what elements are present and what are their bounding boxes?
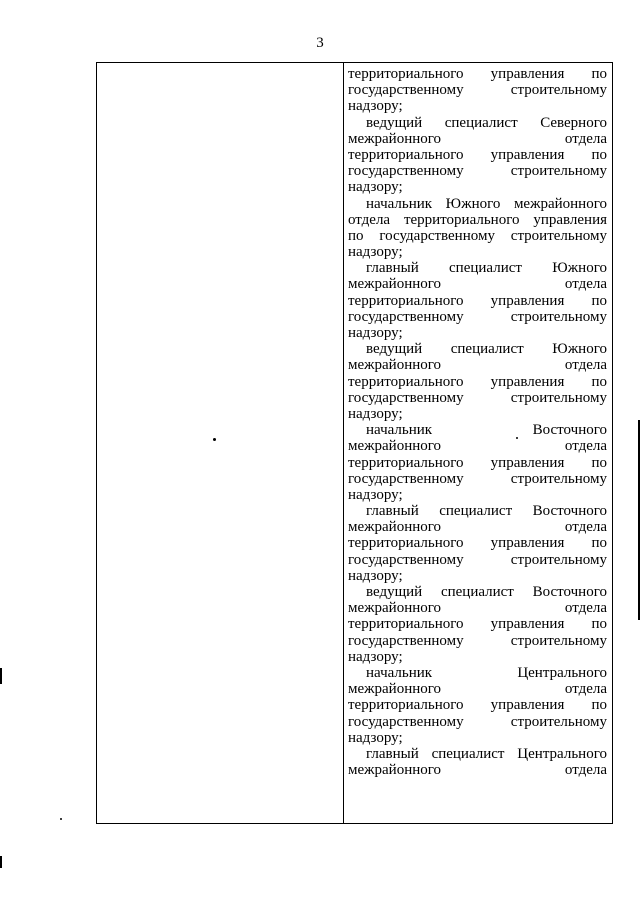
text-word: ведущий xyxy=(366,341,423,358)
text-line xyxy=(348,212,607,228)
text-line xyxy=(348,276,607,292)
text-word: территориального xyxy=(403,211,520,228)
text-word: специалист xyxy=(444,114,518,131)
text-word: отдела xyxy=(564,438,607,455)
text-word: специалист xyxy=(439,503,513,520)
text-word: управления xyxy=(533,211,607,228)
text-word: по xyxy=(591,146,607,163)
text-line xyxy=(348,649,607,665)
text-word: Восточного xyxy=(532,422,607,439)
text-line xyxy=(348,697,607,713)
text-line xyxy=(348,147,607,163)
text-line xyxy=(348,487,607,503)
text-word: отдела xyxy=(564,130,607,147)
text-line xyxy=(348,98,607,114)
text-word: межрайонного xyxy=(348,357,442,374)
text-word: территориального xyxy=(348,292,464,309)
text-word: главный xyxy=(366,260,419,277)
text-word: управления xyxy=(490,373,565,390)
text-word: начальник xyxy=(366,195,433,212)
text-word: надзору; xyxy=(348,567,403,584)
text-word: управления xyxy=(490,535,565,552)
scan-speck xyxy=(60,818,62,820)
text-line xyxy=(348,633,607,649)
text-line xyxy=(348,746,607,762)
text-line xyxy=(348,406,607,422)
scan-edge-mark xyxy=(0,856,2,868)
text-word: по xyxy=(348,227,364,244)
text-line xyxy=(348,730,607,746)
text-line xyxy=(348,762,607,778)
text-word: Южного xyxy=(552,260,607,277)
scan-edge-mark xyxy=(0,668,2,684)
text-line xyxy=(348,455,607,471)
text-word: надзору; xyxy=(348,729,403,746)
text-word: государственному xyxy=(348,551,464,568)
text-line xyxy=(348,616,607,632)
text-word: управления xyxy=(490,454,565,471)
text-word: по xyxy=(591,454,607,471)
text-line xyxy=(348,438,607,454)
text-word: межрайонного xyxy=(513,195,607,212)
text-word: территориального xyxy=(348,146,464,163)
text-word: отдела xyxy=(564,762,607,779)
text-word: управления xyxy=(490,292,565,309)
text-word: межрайонного xyxy=(348,600,442,617)
text-word: Восточного xyxy=(532,584,607,600)
text-line xyxy=(348,600,607,616)
text-word: надзору; xyxy=(348,648,403,665)
text-word: строительному xyxy=(510,163,607,180)
text-line xyxy=(348,681,607,697)
text-word: отдела xyxy=(564,519,607,536)
text-word: территориального xyxy=(348,373,464,390)
text-word: государственному xyxy=(348,389,464,406)
text-word: строительному xyxy=(510,308,607,325)
text-word: управления xyxy=(490,66,565,82)
text-line xyxy=(348,422,607,438)
text-word: государственному xyxy=(379,227,495,244)
text-line xyxy=(348,374,607,390)
text-line xyxy=(348,341,607,357)
text-line xyxy=(348,244,607,260)
text-word: отдела xyxy=(564,276,607,293)
text-line xyxy=(348,584,607,600)
text-word: Южного xyxy=(552,341,607,358)
text-word: отдела xyxy=(564,357,607,374)
text-word: строительному xyxy=(510,227,607,244)
text-word: Южного xyxy=(445,195,501,212)
text-word: территориального xyxy=(348,697,464,714)
text-word: специалист xyxy=(440,584,514,600)
text-word: по xyxy=(591,292,607,309)
text-word: государственному xyxy=(348,308,464,325)
text-line xyxy=(348,82,607,98)
text-word: надзору; xyxy=(348,244,403,261)
column-divider xyxy=(343,63,344,823)
text-word: строительному xyxy=(510,551,607,568)
text-word: по xyxy=(591,616,607,633)
text-word: отдела xyxy=(348,211,391,228)
text-word: надзору; xyxy=(348,179,403,196)
text-word: надзору; xyxy=(348,486,403,503)
text-word: межрайонного xyxy=(348,130,442,147)
text-word: управления xyxy=(490,697,565,714)
text-word: специалист xyxy=(450,341,524,358)
text-line xyxy=(348,66,607,82)
text-word: по xyxy=(591,66,607,82)
scan-speck xyxy=(213,438,216,441)
text-line xyxy=(348,260,607,276)
text-word: государственному xyxy=(348,82,464,99)
text-line xyxy=(348,309,607,325)
right-column-cell xyxy=(348,66,607,778)
text-line xyxy=(348,503,607,519)
text-word: государственному xyxy=(348,632,464,649)
text-word: Северного xyxy=(540,114,607,131)
text-line xyxy=(348,390,607,406)
text-word: государственному xyxy=(348,470,464,487)
text-line xyxy=(348,179,607,195)
text-word: главный xyxy=(366,503,419,520)
text-line xyxy=(348,665,607,681)
text-word: строительному xyxy=(510,389,607,406)
text-word: строительному xyxy=(510,713,607,730)
text-word: специалист xyxy=(449,260,522,277)
text-word: главный xyxy=(366,745,419,762)
text-word: Центрального xyxy=(517,745,607,762)
text-word: ведущий xyxy=(366,114,423,131)
text-word: надзору; xyxy=(348,325,403,341)
text-word: строительному xyxy=(510,82,607,99)
text-line xyxy=(348,131,607,147)
text-word: государственному xyxy=(348,713,464,730)
text-word: надзору; xyxy=(348,405,403,422)
text-line xyxy=(348,568,607,584)
page-number: 3 xyxy=(316,35,324,51)
text-word: Центрального xyxy=(517,664,607,681)
text-word: Восточного xyxy=(532,503,607,520)
text-word: ведущий xyxy=(366,584,423,600)
text-word: отдела xyxy=(564,681,607,698)
text-line xyxy=(348,552,607,568)
text-word: отдела xyxy=(564,600,607,617)
text-line xyxy=(348,228,607,244)
text-word: государственному xyxy=(348,163,464,180)
text-word: управления xyxy=(490,616,565,633)
text-word: межрайонного xyxy=(348,276,442,293)
text-line xyxy=(348,714,607,730)
text-line xyxy=(348,519,607,535)
text-word: межрайонного xyxy=(348,438,442,455)
text-word: специалист xyxy=(431,745,505,762)
text-word: строительному xyxy=(510,470,607,487)
text-word: межрайонного xyxy=(348,681,442,698)
text-line xyxy=(348,471,607,487)
text-word: по xyxy=(591,697,607,714)
text-line xyxy=(348,115,607,131)
text-word: управления xyxy=(490,146,565,163)
text-word: территориального xyxy=(348,454,464,471)
text-word: межрайонного xyxy=(348,519,442,536)
text-word: по xyxy=(591,373,607,390)
text-word: территориального xyxy=(348,535,464,552)
document-table xyxy=(96,62,613,824)
text-word: начальник xyxy=(366,422,433,439)
text-word: строительному xyxy=(510,632,607,649)
text-line xyxy=(348,293,607,309)
text-line xyxy=(348,325,607,341)
text-line xyxy=(348,357,607,373)
text-word: территориального xyxy=(348,66,464,82)
text-word: межрайонного xyxy=(348,762,442,779)
scan-speck xyxy=(516,437,518,439)
text-word: надзору; xyxy=(348,98,403,115)
text-word: начальник xyxy=(366,664,433,681)
text-line xyxy=(348,535,607,551)
text-word: по xyxy=(591,535,607,552)
text-word: территориального xyxy=(348,616,464,633)
text-line xyxy=(348,163,607,179)
text-line xyxy=(348,196,607,212)
